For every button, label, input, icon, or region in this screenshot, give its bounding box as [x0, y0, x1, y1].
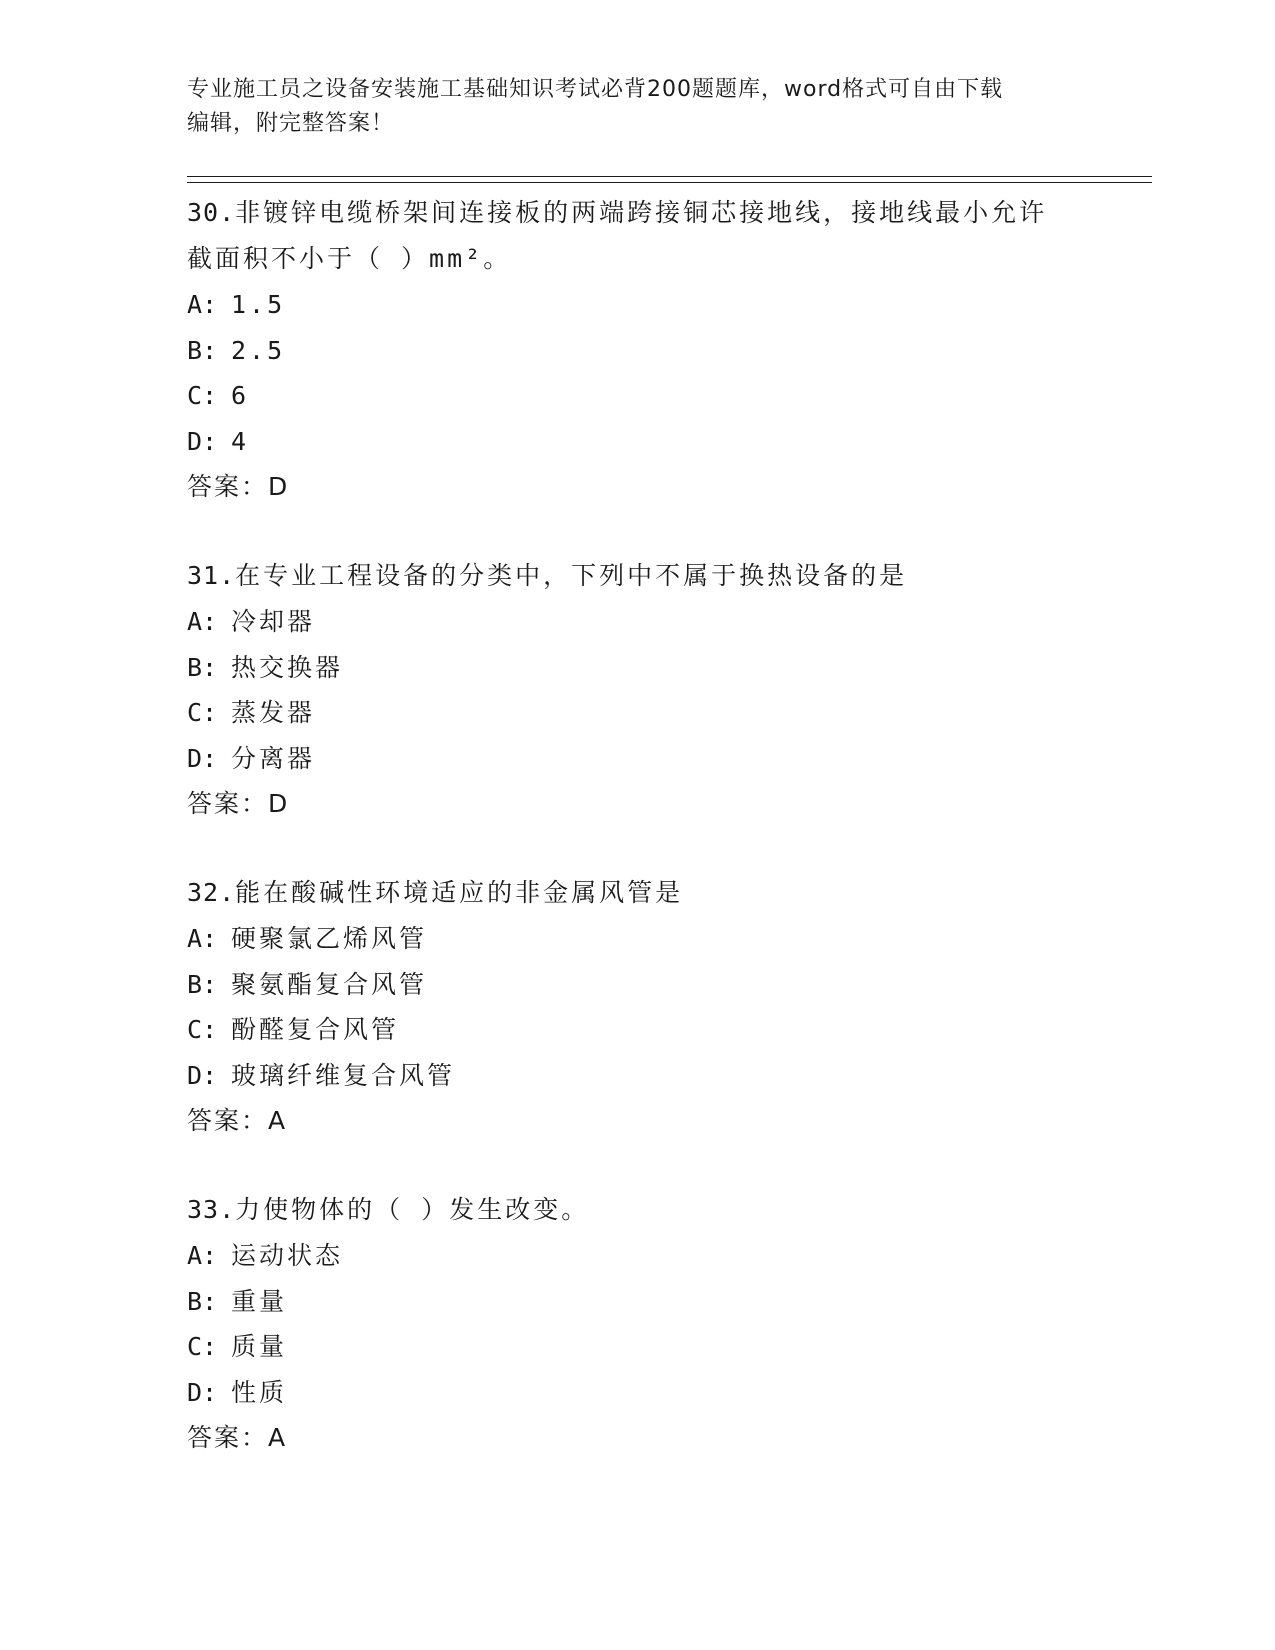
option-key: C:: [187, 1332, 218, 1361]
option-key: C:: [187, 1015, 218, 1044]
question-33: [187, 1187, 1087, 1461]
option-text: 热交换器: [231, 652, 344, 682]
option-d: [187, 1370, 1087, 1416]
option-key: D:: [187, 1377, 218, 1407]
question-31: [187, 553, 1087, 827]
option-text: 硬聚氯乙烯风管: [231, 924, 428, 953]
question-number: 33.: [187, 1195, 236, 1224]
answer-line: 答案：D: [187, 789, 290, 818]
answer-line: 答案：A: [187, 1423, 288, 1452]
option-key: C:: [187, 698, 218, 727]
answer-line: 答案：D: [187, 472, 290, 501]
option-key: A:: [187, 607, 218, 636]
question-stem: [187, 190, 1087, 236]
option-a: [187, 282, 1087, 328]
option-text: 6: [231, 381, 250, 410]
question-stem: [187, 553, 1087, 599]
option-b: [187, 328, 1087, 374]
option-b: [187, 645, 1087, 691]
question-text: 力使物体的（ ）发生改变。: [235, 1195, 590, 1224]
option-text: 4: [231, 426, 250, 456]
question-text: 在专业工程设备的分类中，下列中不属于换热设备的是: [235, 561, 908, 590]
option-key: C:: [187, 381, 218, 410]
question-stem: [187, 870, 1087, 916]
option-key: D:: [187, 743, 218, 773]
option-text: 分离器: [231, 743, 316, 773]
question-number: 31.: [187, 561, 236, 590]
option-key: D:: [187, 426, 218, 456]
question-stem-continued: 截面积不小于（ ）mm²。: [187, 244, 512, 273]
option-text: 运动状态: [231, 1241, 344, 1270]
option-text: 酚醛复合风管: [231, 1015, 400, 1044]
option-text: 冷却器: [231, 607, 316, 636]
question-text: 能在酸碱性环境适应的非金属风管是: [235, 878, 684, 907]
option-key: B:: [187, 1286, 218, 1316]
option-a: [187, 599, 1087, 645]
question-number: 32.: [187, 878, 236, 907]
option-d: [187, 1053, 1087, 1099]
option-text: 1.5: [231, 290, 286, 319]
option-d: [187, 736, 1087, 782]
document-header: [187, 73, 1077, 141]
option-c: [187, 1324, 1087, 1370]
option-text: 聚氨酯复合风管: [231, 969, 428, 999]
option-a: [187, 916, 1087, 962]
header-line-1: 专业施工员之设备安装施工基础知识考试必背200题题库，word格式可自由下载: [187, 77, 1004, 102]
header-divider: [187, 176, 1152, 183]
option-b: [187, 962, 1087, 1008]
option-c: [187, 1007, 1087, 1053]
question-32: [187, 870, 1087, 1144]
question-list: [187, 190, 1087, 1504]
question-stem: [187, 1187, 1087, 1233]
header-line-2: 编辑，附完整答案！: [187, 111, 395, 136]
option-text: 重量: [231, 1286, 288, 1316]
option-text: 性质: [231, 1377, 288, 1407]
question-30: [187, 190, 1087, 510]
option-text: 质量: [231, 1332, 288, 1361]
option-text: 玻璃纤维复合风管: [231, 1060, 456, 1090]
option-a: [187, 1233, 1087, 1279]
question-text: 非镀锌电缆桥架间连接板的两端跨接铜芯接地线，接地线最小允许: [235, 198, 1048, 227]
option-key: B:: [187, 335, 218, 365]
option-key: B:: [187, 969, 218, 999]
option-key: D:: [187, 1060, 218, 1090]
option-c: [187, 373, 1087, 419]
option-text: 蒸发器: [231, 698, 316, 727]
question-number: 30.: [187, 198, 236, 227]
option-b: [187, 1279, 1087, 1325]
option-key: A:: [187, 924, 218, 953]
answer-line: 答案：A: [187, 1106, 288, 1135]
option-key: A:: [187, 290, 218, 319]
option-key: B:: [187, 652, 218, 682]
option-text: 2.5: [231, 335, 286, 365]
option-c: [187, 690, 1087, 736]
option-d: [187, 419, 1087, 465]
option-key: A:: [187, 1241, 218, 1270]
